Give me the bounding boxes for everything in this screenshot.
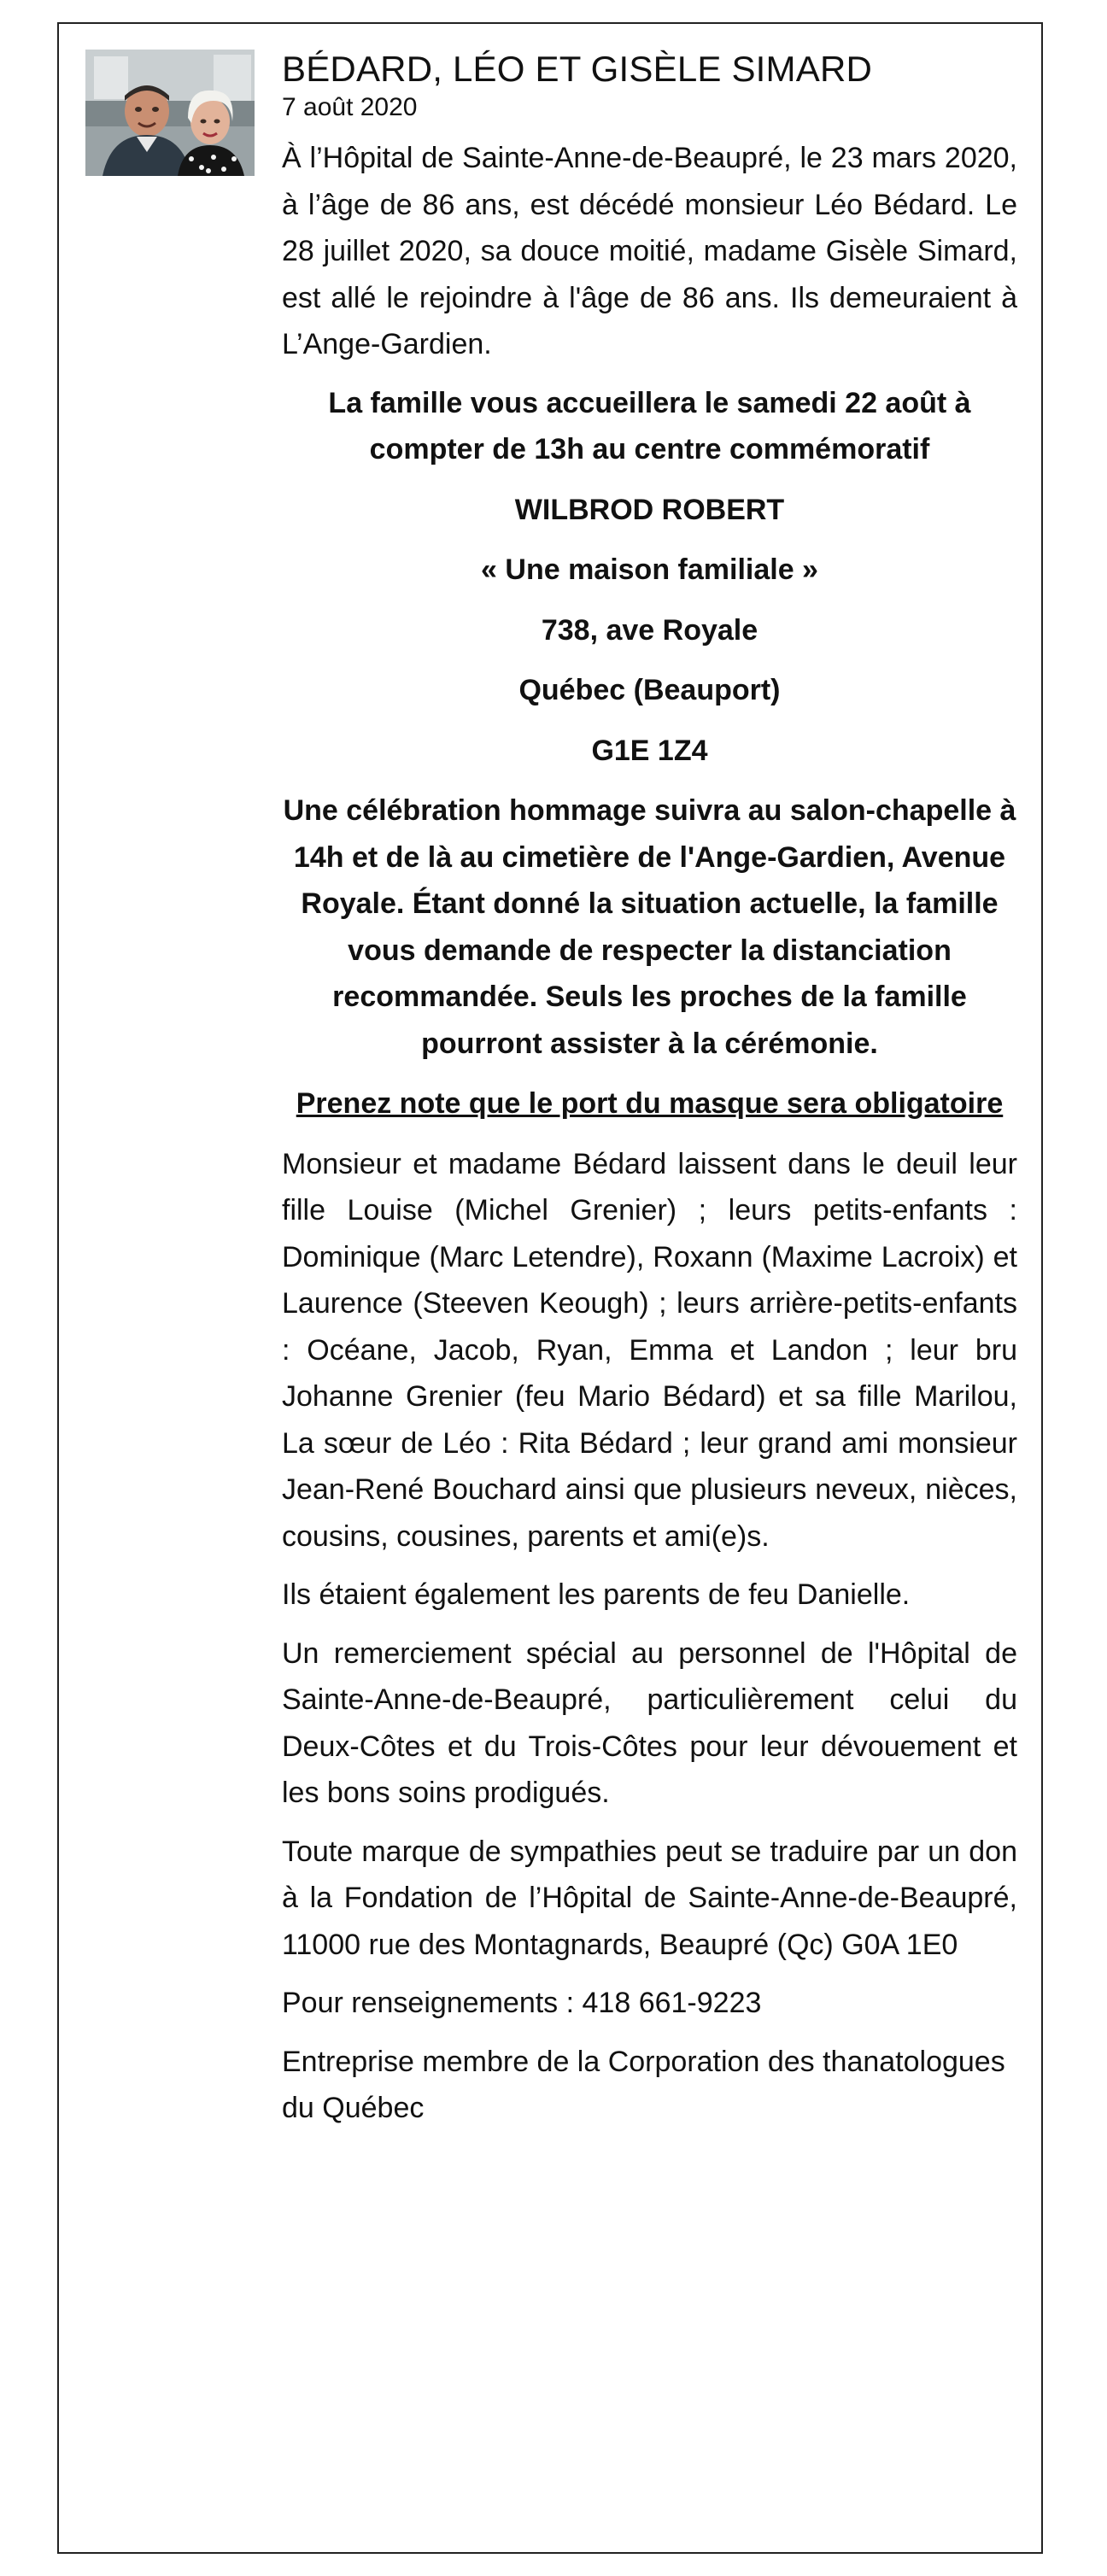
address-city: Québec (Beauport) [518, 674, 781, 706]
membership-line: Entreprise membre de la Corporation des thanatologues du Québec [282, 2045, 1005, 2124]
funeral-home-name: WILBROD ROBERT [514, 493, 785, 526]
thanks-paragraph: Un remerciement spécial au personnel de l'Hôpital de Sainte-Anne-de-Beaupré, particulièrement celui du Deux-Côtes et du Trois-Côtes pour leur dévouement et les bons soins prodigués. [282, 1636, 1017, 1809]
address-postal-code: G1E 1Z4 [591, 734, 708, 767]
predeceased-paragraph: Ils étaient également les parents de feu Danielle. [282, 1578, 911, 1611]
ceremony-notice: Une célébration hommage suivra au salon-chapelle à 14h et de là au cimetière de l'Ange-Gardien, Avenue Royale. Étant donné la situation actuelle, la famille vous demande de respecter la distanciation recommandée. Seuls les proches de la famille pourront assister à la cérémonie. [283, 794, 1016, 1060]
address-street: 738, ave Royale [541, 613, 758, 647]
couple-photo [85, 50, 255, 176]
obituary-title: BÉDARD, LÉO ET GISÈLE SIMARD [282, 49, 873, 89]
visitation-notice: La famille vous accueillera le samedi 22 août à compter de 13h au centre commémoratif [328, 386, 971, 465]
mask-notice: Prenez note que le port du masque sera obligatoire [296, 1087, 1004, 1120]
info-line: Pour renseignements : 418 661-9223 [282, 1987, 762, 2019]
obituary-date: 7 août 2020 [282, 93, 418, 121]
survivors-paragraph: Monsieur et madame Bédard laissent dans le deuil leur fille Louise (Michel Grenier) ; leurs petits-enfants : Dominique (Marc Letendre), Roxann (Maxime Lacroix) et Laurence (Steeven Keough) ; leurs arrière-petits-enfants : Océane, Jacob, Ryan, Emma et Landon ; leur bru Johanne Grenier (feu Mario Bédard) et sa fille Marilou, La sœur de Léo : Rita Bédard ; leur grand ami monsieur Jean-René Bouchard ainsi que plusieurs neveux, nièces, cousins, cousines, parents et ami(e)s. [282, 1147, 1017, 1553]
obituary-content [282, 46, 1017, 2144]
funeral-home-slogan: « Une maison familiale » [481, 553, 818, 586]
intro-paragraph: À l’Hôpital de Sainte-Anne-de-Beaupré, le 23 mars 2020, à l’âge de 86 ans, est décédé monsieur Léo Bédard. Le 28 juillet 2020, sa douce moitié, madame Gisèle Simard, est allé le rejoindre à l'âge de 86 ans. Ils demeuraient à L’Ange-Gardien. [282, 142, 1017, 360]
donations-paragraph: Toute marque de sympathies peut se traduire par un don à la Fondation de l’Hôpital de Sainte-Anne-de-Beaupré, 11000 rue des Montagnards, Beaupré (Qc) G0A 1E0 [282, 1835, 1017, 1961]
